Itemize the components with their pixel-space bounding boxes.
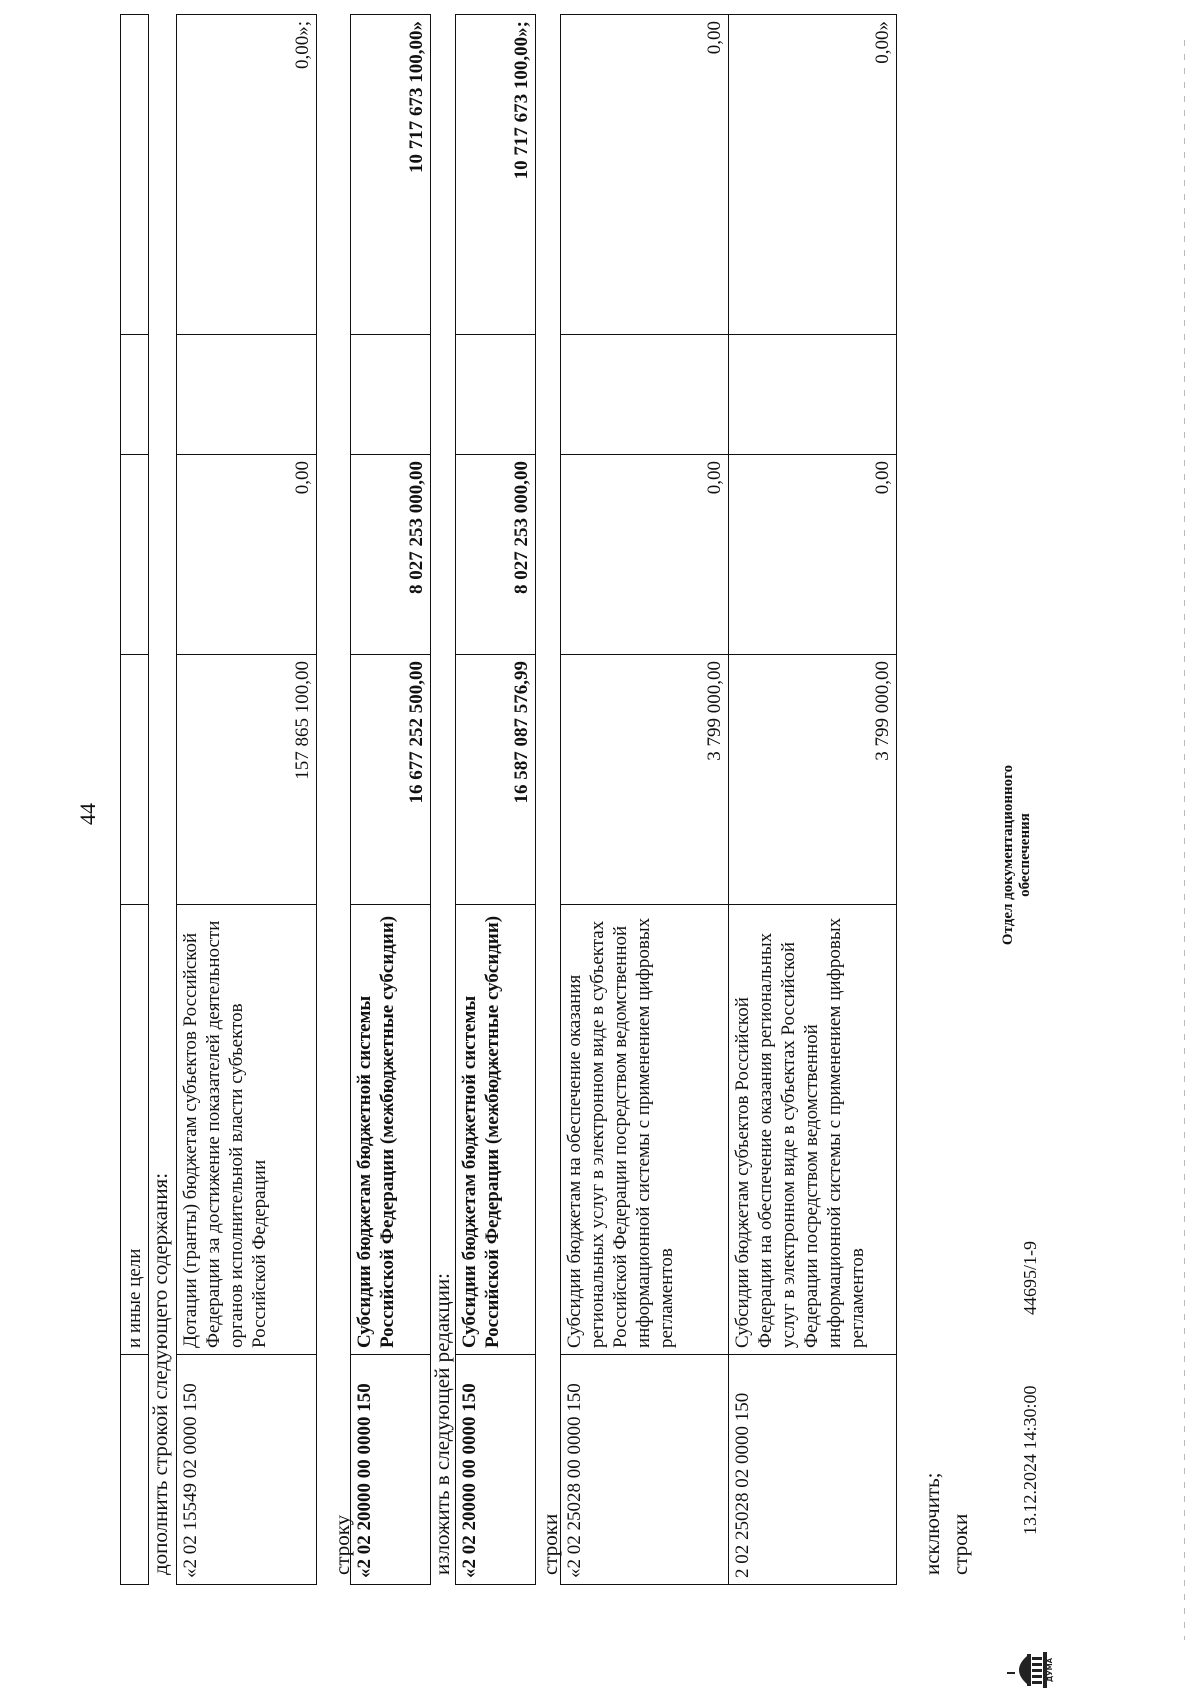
name-cell: Субсидии бюджетам бюджетной системы Российской Федерации (межбюджетные субсидии) — [456, 905, 536, 1355]
svg-text:ДУМА: ДУМА — [1046, 1657, 1054, 1683]
footer-timestamp: 13.12.2024 14:30:00 — [1020, 1385, 1040, 1535]
value-cell — [121, 15, 149, 335]
value-cell — [121, 655, 149, 905]
code-cell — [121, 1355, 149, 1585]
footer-department — [1000, 685, 1034, 1025]
instruction-label: строку — [330, 1514, 354, 1575]
rotated-document-content — [75, 15, 1120, 1683]
duma-logo — [1005, 1650, 1053, 1690]
table-row — [177, 15, 317, 1585]
code-cell: «2 02 25028 00 0000 150 — [561, 1355, 729, 1585]
value-cell: 8 027 253 000,00 — [456, 455, 536, 655]
table-row — [456, 15, 536, 1585]
budget-table-1 — [120, 14, 149, 1585]
value-cell: 0,00»; — [177, 15, 317, 335]
value-cell: 3 799 000,00 — [561, 655, 729, 905]
value-cell — [729, 335, 897, 455]
budget-table-4 — [455, 14, 536, 1585]
budget-table-3 — [350, 14, 431, 1585]
department-line: Отдел документационного — [1000, 764, 1016, 946]
value-cell — [121, 335, 149, 455]
value-cell — [561, 335, 729, 455]
code-cell: «2 02 20000 00 0000 150 — [351, 1355, 431, 1585]
code-cell: «2 02 15549 02 0000 150 — [177, 1355, 317, 1585]
budget-table-5 — [560, 14, 897, 1585]
instruction-label: дополнить строкой следующего содержания: — [148, 1172, 172, 1575]
scan-edge-mark — [1184, 40, 1185, 1640]
department-line: обеспечения — [1017, 813, 1033, 897]
budget-table-2 — [176, 14, 317, 1585]
name-cell: и иные цели — [121, 905, 149, 1355]
name-cell: Субсидии бюджетам на обеспечение оказания региональных услуг в электронном виде в субъектах Российской Федерации посредством ведомственной информационной системы с применением цифровых регламентов — [561, 905, 729, 1355]
value-cell — [177, 335, 317, 455]
table-row — [351, 15, 431, 1585]
table-row — [729, 15, 897, 1585]
name-cell: Субсидии бюджетам бюджетной системы Российской Федерации (межбюджетные субсидии) — [351, 905, 431, 1355]
value-cell: 10 717 673 100,00» — [351, 15, 431, 335]
table-row — [561, 15, 729, 1585]
value-cell: 0,00 — [729, 455, 897, 655]
instruction-label: строки — [538, 1513, 562, 1575]
value-cell: 0,00» — [729, 15, 897, 335]
value-cell: 16 677 252 500,00 — [351, 655, 431, 905]
footer-doc-number: 44695/1-9 — [1020, 1241, 1040, 1315]
instruction-label: строки — [948, 1513, 972, 1575]
value-cell: 0,00 — [177, 455, 317, 655]
name-cell: Субсидии бюджетам субъектов Российской Федерации на обеспечение оказания региональных услуг в электронном виде в субъектах Российской Федерации посредством ведомственной информационной системы с применением цифровых регламентов — [729, 905, 897, 1355]
value-cell: 3 799 000,00 — [729, 655, 897, 905]
code-cell: 2 02 25028 02 0000 150 — [729, 1355, 897, 1585]
value-cell: 0,00 — [561, 455, 729, 655]
code-cell: «2 02 20000 00 0000 150 — [456, 1355, 536, 1585]
value-cell: 8 027 253 000,00 — [351, 455, 431, 655]
value-cell — [121, 455, 149, 655]
value-cell — [351, 335, 431, 455]
value-cell — [456, 335, 536, 455]
instruction-label: изложить в следующей редакции: — [430, 1273, 454, 1575]
value-cell: 157 865 100,00 — [177, 655, 317, 905]
name-cell: Дотации (гранты) бюджетам субъектов Российской Федерации за достижение показателей деятельности органов исполнительной власти субъектов Российской Федерации — [177, 905, 317, 1355]
page-number: 44 — [75, 803, 100, 825]
value-cell: 10 717 673 100,00»; — [456, 15, 536, 335]
value-cell: 0,00 — [561, 15, 729, 335]
value-cell: 16 587 087 576,99 — [456, 655, 536, 905]
instruction-label: исключить; — [920, 1472, 944, 1575]
table-row — [121, 15, 149, 1585]
